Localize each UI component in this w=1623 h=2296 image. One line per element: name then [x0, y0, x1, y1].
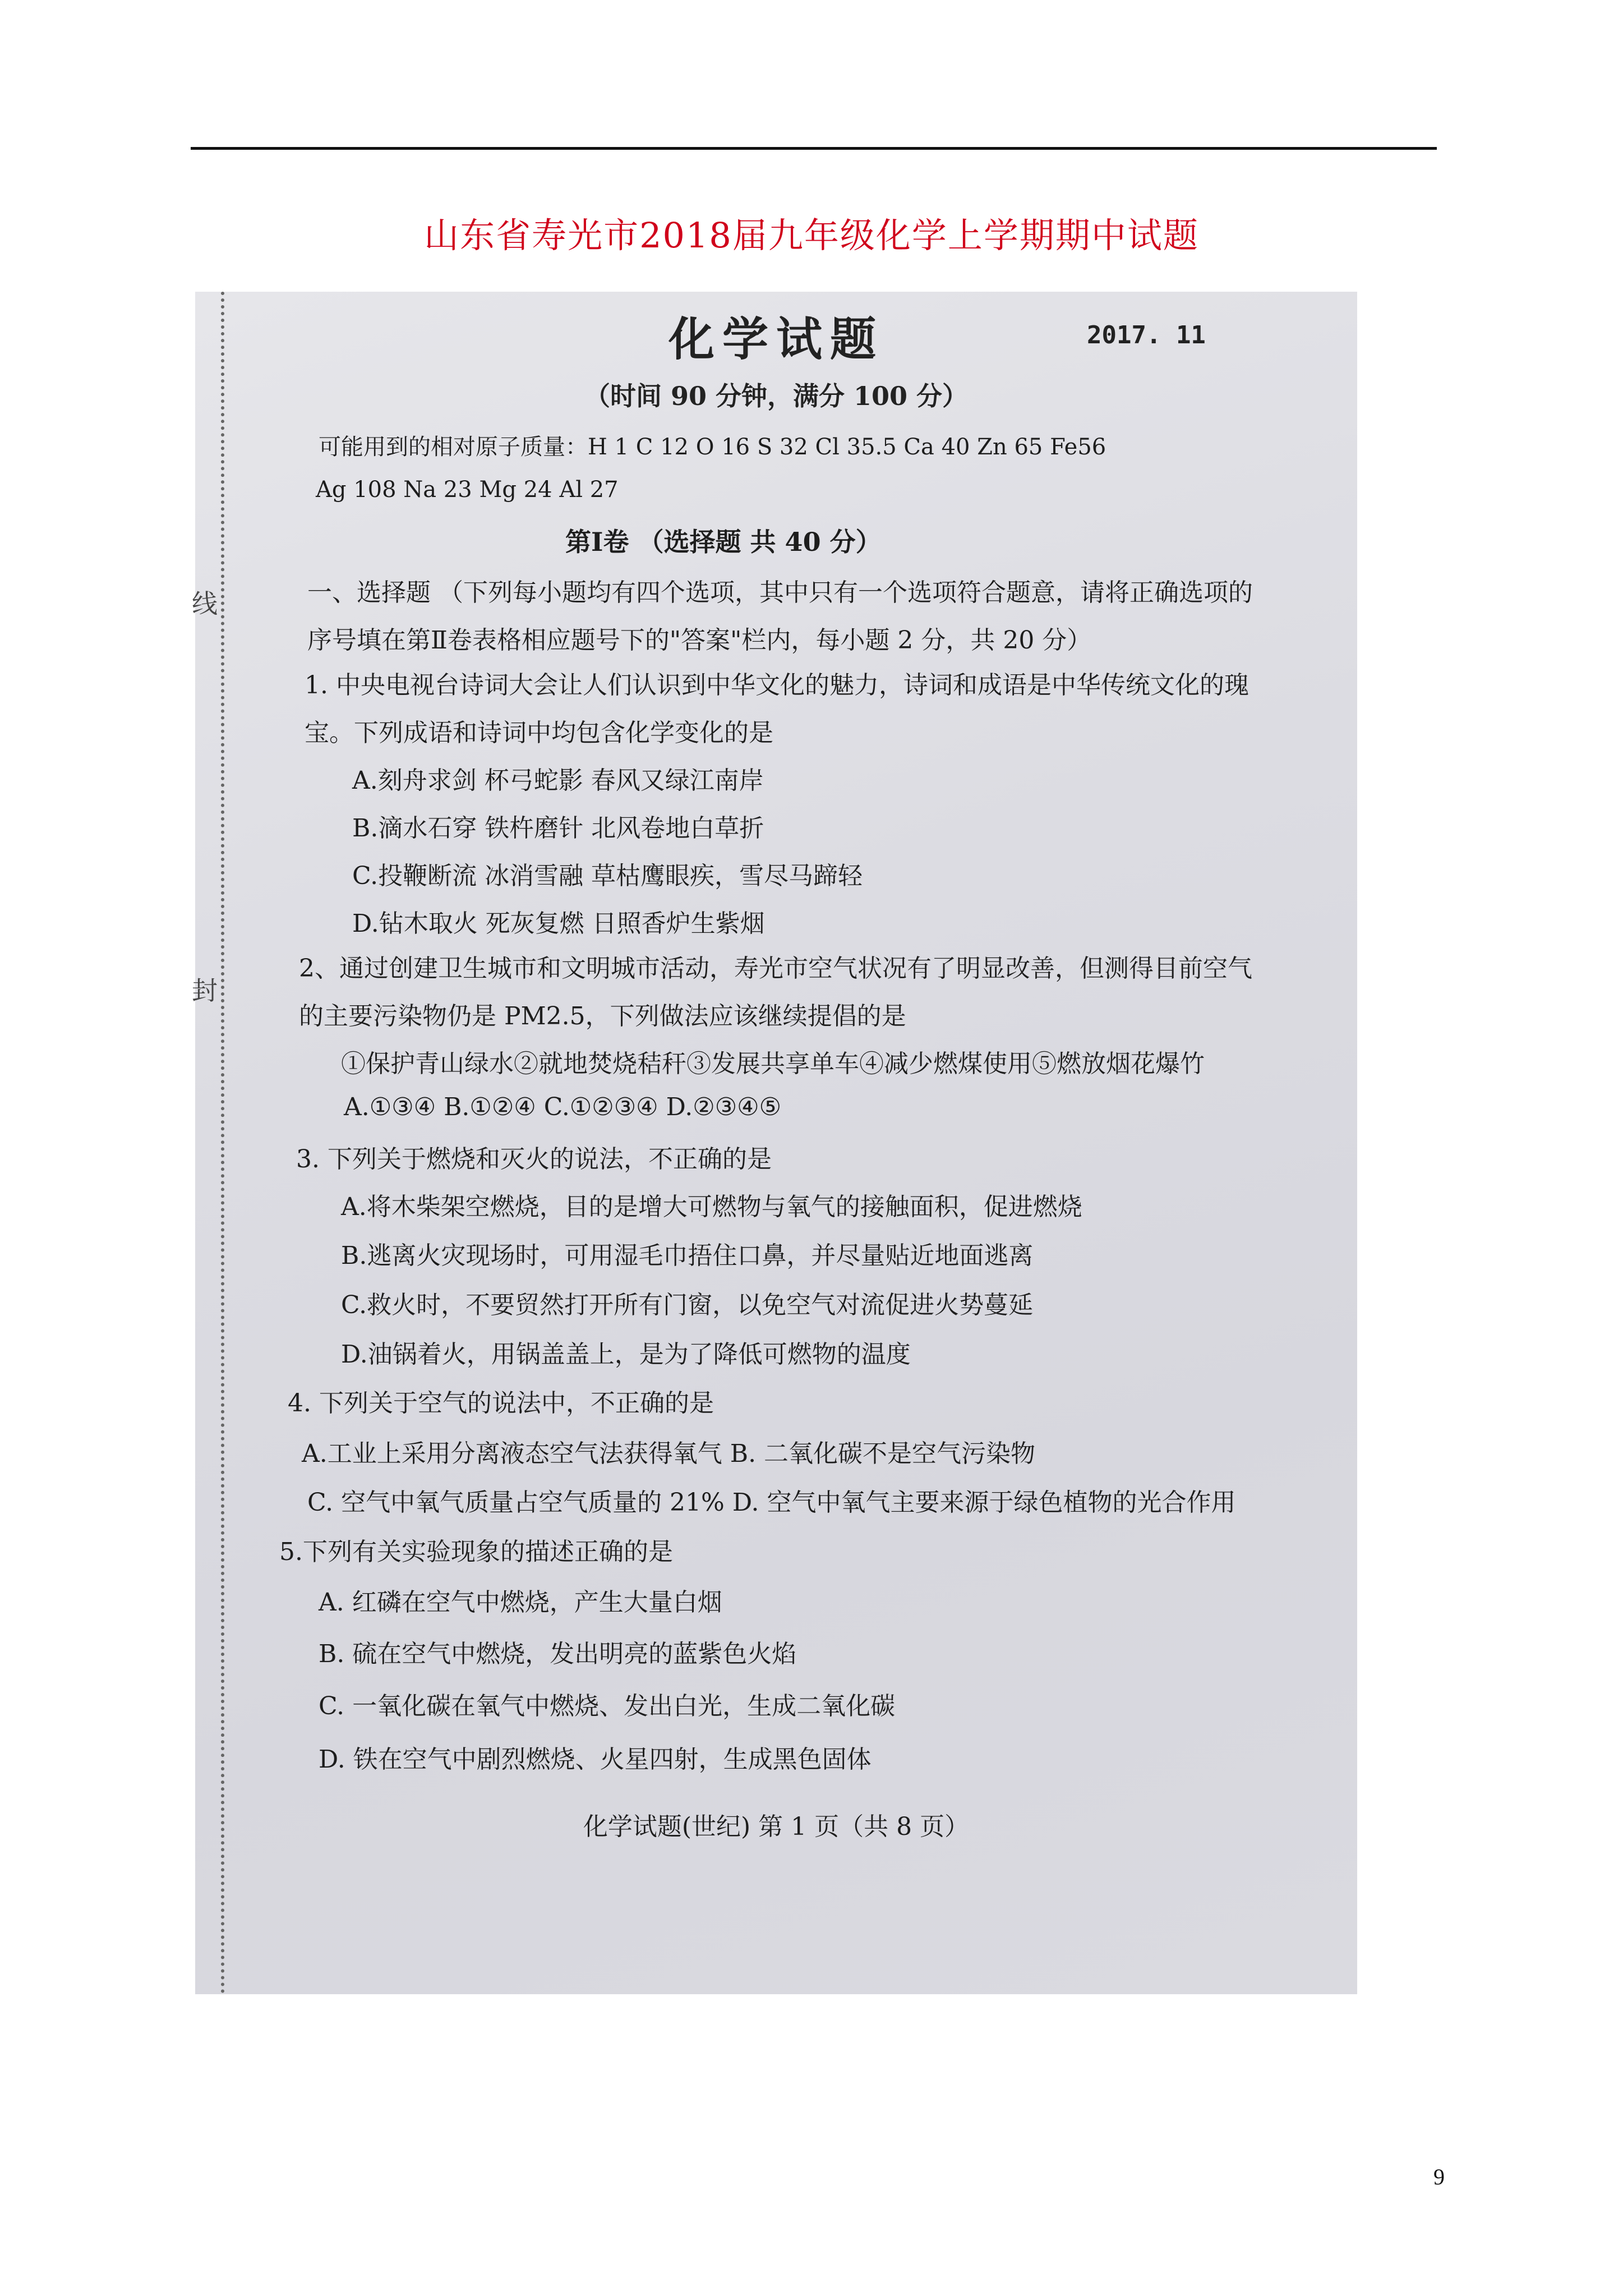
question-2-stem-2: 的主要污染物仍是 PM2.5，下列做法应该继续提倡的是 — [299, 1002, 906, 1030]
question-3-option-d: D.油锅着火，用锅盖盖上，是为了降低可燃物的温度 — [341, 1340, 911, 1369]
exam-time-score: （时间 90 分钟，满分 100 分） — [584, 381, 969, 411]
question-2-option-items: ①保护青山绿水②就地焚烧秸秆③发展共享单车④减少燃煤使用⑤燃放烟花爆竹 — [341, 1050, 1205, 1078]
question-1-option-c: C.投鞭断流 冰消雪融 草枯鹰眼疾，雪尽马蹄轻 — [352, 862, 863, 890]
atomic-masses-line-1: 可能用到的相对原子质量：H 1 C 12 O 16 S 32 Cl 35.5 Ca 40 Zn 65 Fe56 — [319, 434, 1106, 460]
question-3-option-c: C.救火时，不要贸然打开所有门窗，以免空气对流促进火势蔓延 — [341, 1291, 1034, 1319]
document-title: 山东省寿光市2018届九年级化学上学期期中试题 — [424, 215, 1199, 256]
instructions-line-1: 一、选择题 （下列每小题均有四个选项，其中只有一个选项符合题意，请将正确选项的 — [307, 578, 1253, 607]
question-5-option-b: B. 硫在空气中燃烧，发出明亮的蓝紫色火焰 — [319, 1640, 797, 1668]
question-5-stem: 5.下列有关实验现象的描述正确的是 — [279, 1538, 673, 1566]
question-3-option-a: A.将木柴架空燃烧，目的是增大可燃物与氧气的接触面积，促进燃烧 — [341, 1193, 1082, 1221]
question-1-stem-2: 宝。下列成语和诗词中均包含化学变化的是 — [305, 719, 773, 747]
question-2-choices: A.①③④ B.①②④ C.①②③④ D.②③④⑤ — [344, 1093, 782, 1121]
header-rule — [191, 147, 1437, 150]
question-5-option-d: D. 铁在空气中剧烈燃烧、火星四射，生成黑色固体 — [319, 1745, 872, 1774]
question-1-option-d: D.钻木取火 死灰复燃 日照香炉生紫烟 — [352, 909, 765, 938]
question-1-stem-1: 1. 中央电视台诗词大会让人们认识到中华文化的魅力，诗词和成语是中华传统文化的瑰 — [305, 671, 1249, 700]
question-4-options-cd: C. 空气中氧气质量占空气质量的 21% D. 空气中氧气主要来源于绿色植物的光合作用 — [307, 1488, 1236, 1517]
side-mark-xian: 线 — [192, 588, 218, 619]
page-number: 9 — [1433, 2164, 1445, 2189]
binding-line — [221, 292, 224, 1994]
exam-page-photo — [192, 292, 1357, 1994]
section-title: 第Ⅰ卷 （选择题 共 40 分） — [565, 527, 882, 557]
instructions-line-2: 序号填在第Ⅱ卷表格相应题号下的"答案"栏内，每小题 2 分，共 20 分） — [307, 626, 1092, 655]
exam-date: 2017. 11 — [1087, 321, 1206, 349]
question-5-option-c: C. 一氧化碳在氧气中燃烧、发出白光，生成二氧化碳 — [319, 1692, 896, 1720]
question-1-option-a: A.刻舟求剑 杯弓蛇影 春风又绿江南岸 — [352, 766, 764, 795]
question-2-stem-1: 2、通过创建卫生城市和文明城市活动，寿光市空气状况有了明显改善，但测得目前空气 — [299, 954, 1252, 983]
question-3-stem: 3. 下列关于燃烧和灭火的说法，不正确的是 — [296, 1145, 772, 1174]
question-5-option-a: A. 红磷在空气中燃烧，产生大量白烟 — [319, 1588, 722, 1617]
question-3-option-b: B.逃离火灾现场时，可用湿毛巾捂住口鼻，并尽量贴近地面逃离 — [341, 1241, 1034, 1270]
exam-heading: 化学试题 — [668, 312, 884, 366]
exam-page-footer: 化学试题(世纪) 第 1 页（共 8 页） — [583, 1812, 970, 1841]
question-4-stem: 4. 下列关于空气的说法中，不正确的是 — [288, 1389, 714, 1418]
question-4-options-ab: A.工业上采用分离液态空气法获得氧气 B. 二氧化碳不是空气污染物 — [302, 1439, 1036, 1468]
atomic-masses-line-2: Ag 108 Na 23 Mg 24 Al 27 — [316, 477, 619, 503]
side-mark-feng: 封 — [192, 976, 218, 1006]
question-1-option-b: B.滴水石穿 铁杵磨针 北风卷地白草折 — [352, 814, 764, 843]
